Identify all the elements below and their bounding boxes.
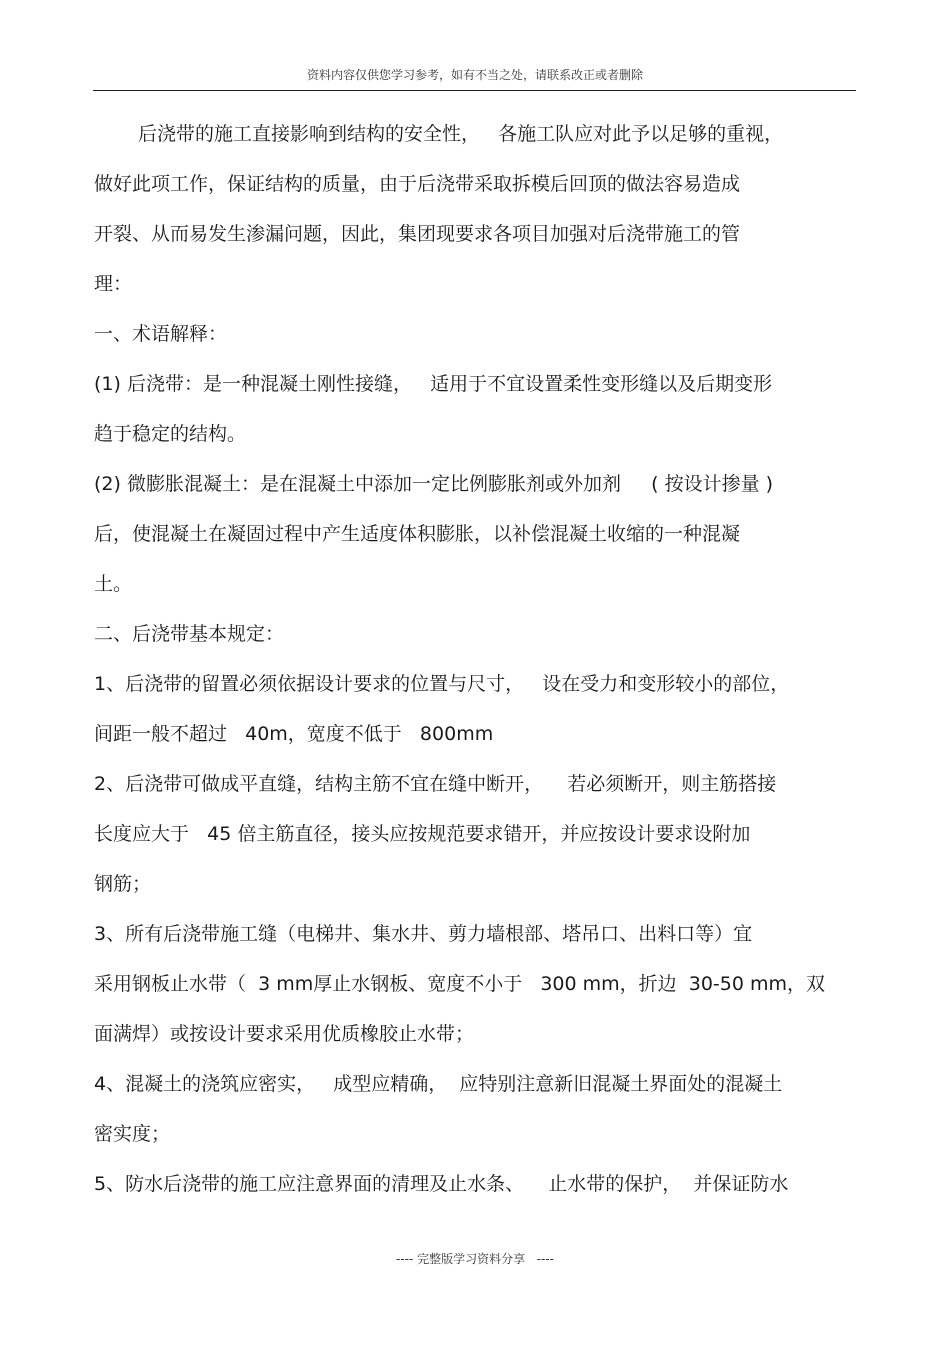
page-header-note: 资料内容仅供您学习参考，如有不当之处，请联系改正或者删除 xyxy=(306,68,643,82)
paragraph-line: 钢筋； xyxy=(94,873,152,895)
paragraph-line: 2、后浇带可做成平直缝，结构主筋不宜在缝中断开， 若必须断开，则主筋搭接 xyxy=(94,773,777,795)
paragraph-line: 后浇带的施工直接影响到结构的安全性， 各施工队应对此予以足够的重视， xyxy=(138,123,784,145)
paragraph-line: (1) 后浇带：是一种混凝土刚性接缝， 适用于不宜设置柔性变形缝以及后期变形 xyxy=(94,373,773,395)
paragraph-line: (2) 微膨胀混凝土：是在混凝土中添加一定比例膨胀剂或外加剂 ( 按设计掺量 ) xyxy=(94,473,774,495)
page-footer-note: ---- 完整版学习资料分享 ---- xyxy=(396,1252,554,1266)
paragraph-line: 密实度； xyxy=(94,1123,171,1145)
paragraph-line: 采用钢板止水带（ 3 mm厚止水钢板、宽度不小于 300 mm，折边 30-50 mm，双 xyxy=(94,973,826,995)
paragraph-line: 理： xyxy=(94,273,133,295)
paragraph-line: 4、混凝土的浇筑应密实， 成型应精确， 应特别注意新旧混凝土界面处的混凝土 xyxy=(94,1073,783,1095)
paragraph-line: 土。 xyxy=(94,573,133,595)
paragraph-line: 后，使混凝土在凝固过程中产生适度体积膨胀，以补偿混凝土收缩的一种混凝 xyxy=(94,523,741,545)
paragraph-line: 5、防水后浇带的施工应注意界面的清理及止水条、 止水带的保护， 并保证防水 xyxy=(94,1173,789,1195)
paragraph-line: 做好此项工作，保证结构的质量，由于后浇带采取拆模后回顶的做法容易造成 xyxy=(94,173,741,195)
paragraph-line: 趋于稳定的结构。 xyxy=(94,423,247,445)
section-heading-rules: 二、后浇带基本规定： xyxy=(94,623,285,645)
paragraph-line: 3、所有后浇带施工缝（电梯井、集水井、剪力墙根部、塔吊口、出料口等）宜 xyxy=(94,923,753,945)
header-divider xyxy=(93,90,856,91)
paragraph-line: 开裂、从而易发生渗漏问题，因此，集团现要求各项目加强对后浇带施工的管 xyxy=(94,223,741,245)
section-heading-terms: 一、术语解释： xyxy=(94,323,228,345)
paragraph-line: 长度应大于 45 倍主筋直径，接头应按规范要求错开，并应按设计要求设附加 xyxy=(94,823,751,845)
document-body xyxy=(94,112,854,1212)
paragraph-line: 面满焊）或按设计要求采用优质橡胶止水带； xyxy=(94,1023,475,1045)
paragraph-line: 间距一般不超过 40m，宽度不低于 800mm xyxy=(94,723,494,745)
paragraph-line: 1、后浇带的留置必须依据设计要求的位置与尺寸， 设在受力和变形较小的部位， xyxy=(94,673,790,695)
